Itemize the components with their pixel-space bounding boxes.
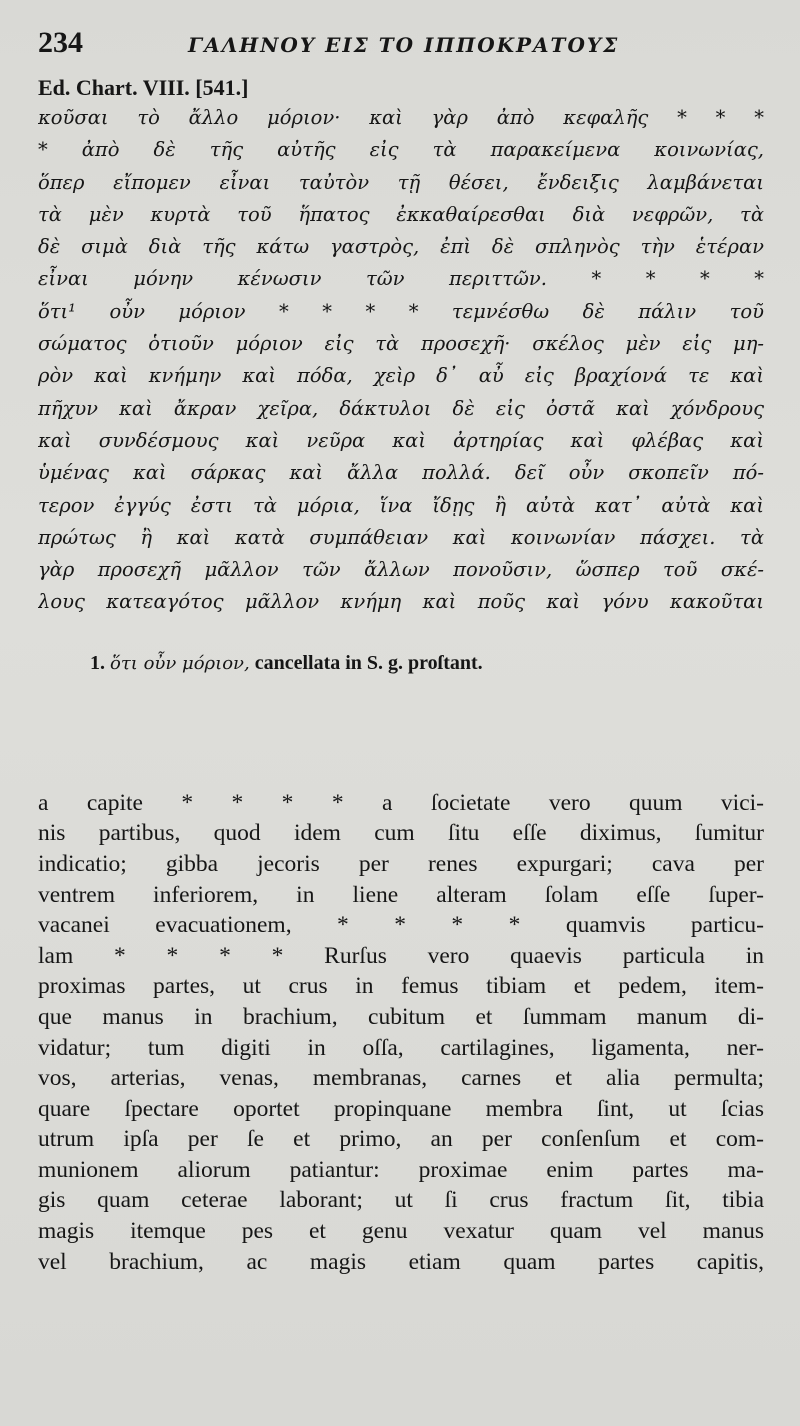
greek-line: ὑμένας καὶ σάρκας καὶ ἄλλα πολλά. δεῖ οὖν σκοπεῖν πό- <box>38 461 764 485</box>
latin-line: ventrem inferiorem, in liene alteram ſolam eſſe ſuper- <box>38 881 764 908</box>
greek-line: γὰρ προσεχῆ μᾶλλον τῶν ἄλλων πονοῦσιν, ὥσπερ τοῦ σκέ- <box>38 558 764 582</box>
latin-line: utrum ipſa per ſe et primo, an per conſenſum et com- <box>38 1126 764 1153</box>
greek-line: κοῦσαι τὸ ἄλλο μόριον· καὶ γὰρ ἀπὸ κεφαλῆς * * * <box>38 106 764 129</box>
greek-line: * ἀπὸ δὲ τῆς αὐτῆς εἰς τὰ παρακείμενα κοινωνίας, <box>38 138 764 162</box>
greek-line: εἶναι μόνην κένωσιν τῶν περιττῶν. * * * * <box>38 267 764 291</box>
running-title: ΓΑΛΗΝΟΥ ΕΙΣ ΤΟ ΙΠΠΟΚΡΑΤΟΥΣ <box>188 33 620 57</box>
latin-line: vos, arterias, venas, membranas, carnes et alia permulta; <box>38 1065 764 1092</box>
greek-line: πρώτως ἢ καὶ κατὰ συμπάθειαν καὶ κοινωνίαν πάσχει. τὰ <box>38 525 764 549</box>
latin-line: vel brachium, ac magis etiam quam partes capitis, <box>38 1248 764 1275</box>
page-number: 234 <box>38 26 83 59</box>
greek-line: καὶ συνδέσμους καὶ νεῦρα καὶ ἀρτηρίας καὶ φλέβας καὶ <box>38 428 764 452</box>
latin-line: a capite * * * * a ſocietate vero quum vici- <box>38 789 764 816</box>
latin-line: que manus in brachium, cubitum et ſummam manum di- <box>38 1003 764 1030</box>
latin-line: proximas partes, ut crus in femus tibiam et pedem, item- <box>38 973 764 1000</box>
greek-line: πῆχυν καὶ ἄκραν χεῖρα, δάκτυλοι δὲ εἰς ὀστᾶ καὶ χόνδρους <box>38 396 764 420</box>
greek-line: τὰ μὲν κυρτὰ τοῦ ἥπατος ἐκκαθαίρεσθαι διὰ νεφρῶν, τὰ <box>38 202 764 226</box>
latin-line: indicatio; gibba jecoris per renes expurgari; cava per <box>38 850 764 877</box>
latin-text-block <box>38 788 764 1278</box>
latin-line: gis quam ceterae laborant; ut ſi crus fractum ſit, tibia <box>38 1187 764 1214</box>
greek-line: τερον ἐγγύς ἐστι τὰ μόρια, ἵνα ἴδῃς ἢ αὐτὰ κατ᾽ αὐτὰ καὶ <box>38 493 764 517</box>
latin-line: magis itemque pes et genu vexatur quam vel manus <box>38 1218 764 1245</box>
latin-line: munionem aliorum patiantur: proximae enim partes ma- <box>38 1156 764 1183</box>
latin-line: lam * * * * Rurſus vero quaevis particula in <box>38 942 764 969</box>
greek-text-block <box>38 102 764 619</box>
footnote-note: cancellata in S. g. proſtant. <box>254 651 483 674</box>
latin-line: nis partibus, quod idem cum ſitu eſſe diximus, ſumitur <box>38 820 764 847</box>
greek-line: ρὸν καὶ κνήμην καὶ πόδα, χεὶρ δ᾽ αὖ εἰς βραχίονά τε καὶ <box>38 364 764 388</box>
greek-line: δὲ σιμὰ διὰ τῆς κάτω γαστρὸς, ἐπὶ δὲ σπληνὸς τὴν ἑτέραν <box>38 235 764 259</box>
greek-line: σώματος ὁτιοῦν μόριον εἰς τὰ προσεχῆ· σκέλος μὲν εἰς μη- <box>38 332 764 356</box>
latin-line: quare ſpectare oportet propinquane membra ſint, ut ſcias <box>38 1095 764 1122</box>
latin-line: vacanei evacuationem, * * * * quamvis particu- <box>38 912 764 939</box>
greek-line: ὅπερ εἴπομεν εἶναι ταὐτὸν τῇ θέσει, ἔνδειξις λαμβάνεται <box>38 170 764 194</box>
footnote-marker: 1. <box>90 651 105 674</box>
greek-line: λους κατεαγότος μᾶλλον κνήμη καὶ ποῦς καὶ γόνυ κακοῦται <box>38 590 764 614</box>
latin-line: vidatur; tum digiti in oſſa, cartilagines, ligamenta, ner- <box>38 1034 764 1061</box>
edition-reference: Ed. Chart. VIII. [541.] <box>38 75 249 100</box>
page-header <box>38 26 764 72</box>
greek-line: ὅτι¹ οὖν μόριον * * * * τεμνέσθω δὲ πάλιν τοῦ <box>38 299 764 323</box>
footnote <box>90 649 764 678</box>
footnote-greek-lemma: ὅτι οὖν μόριον, <box>110 652 250 674</box>
